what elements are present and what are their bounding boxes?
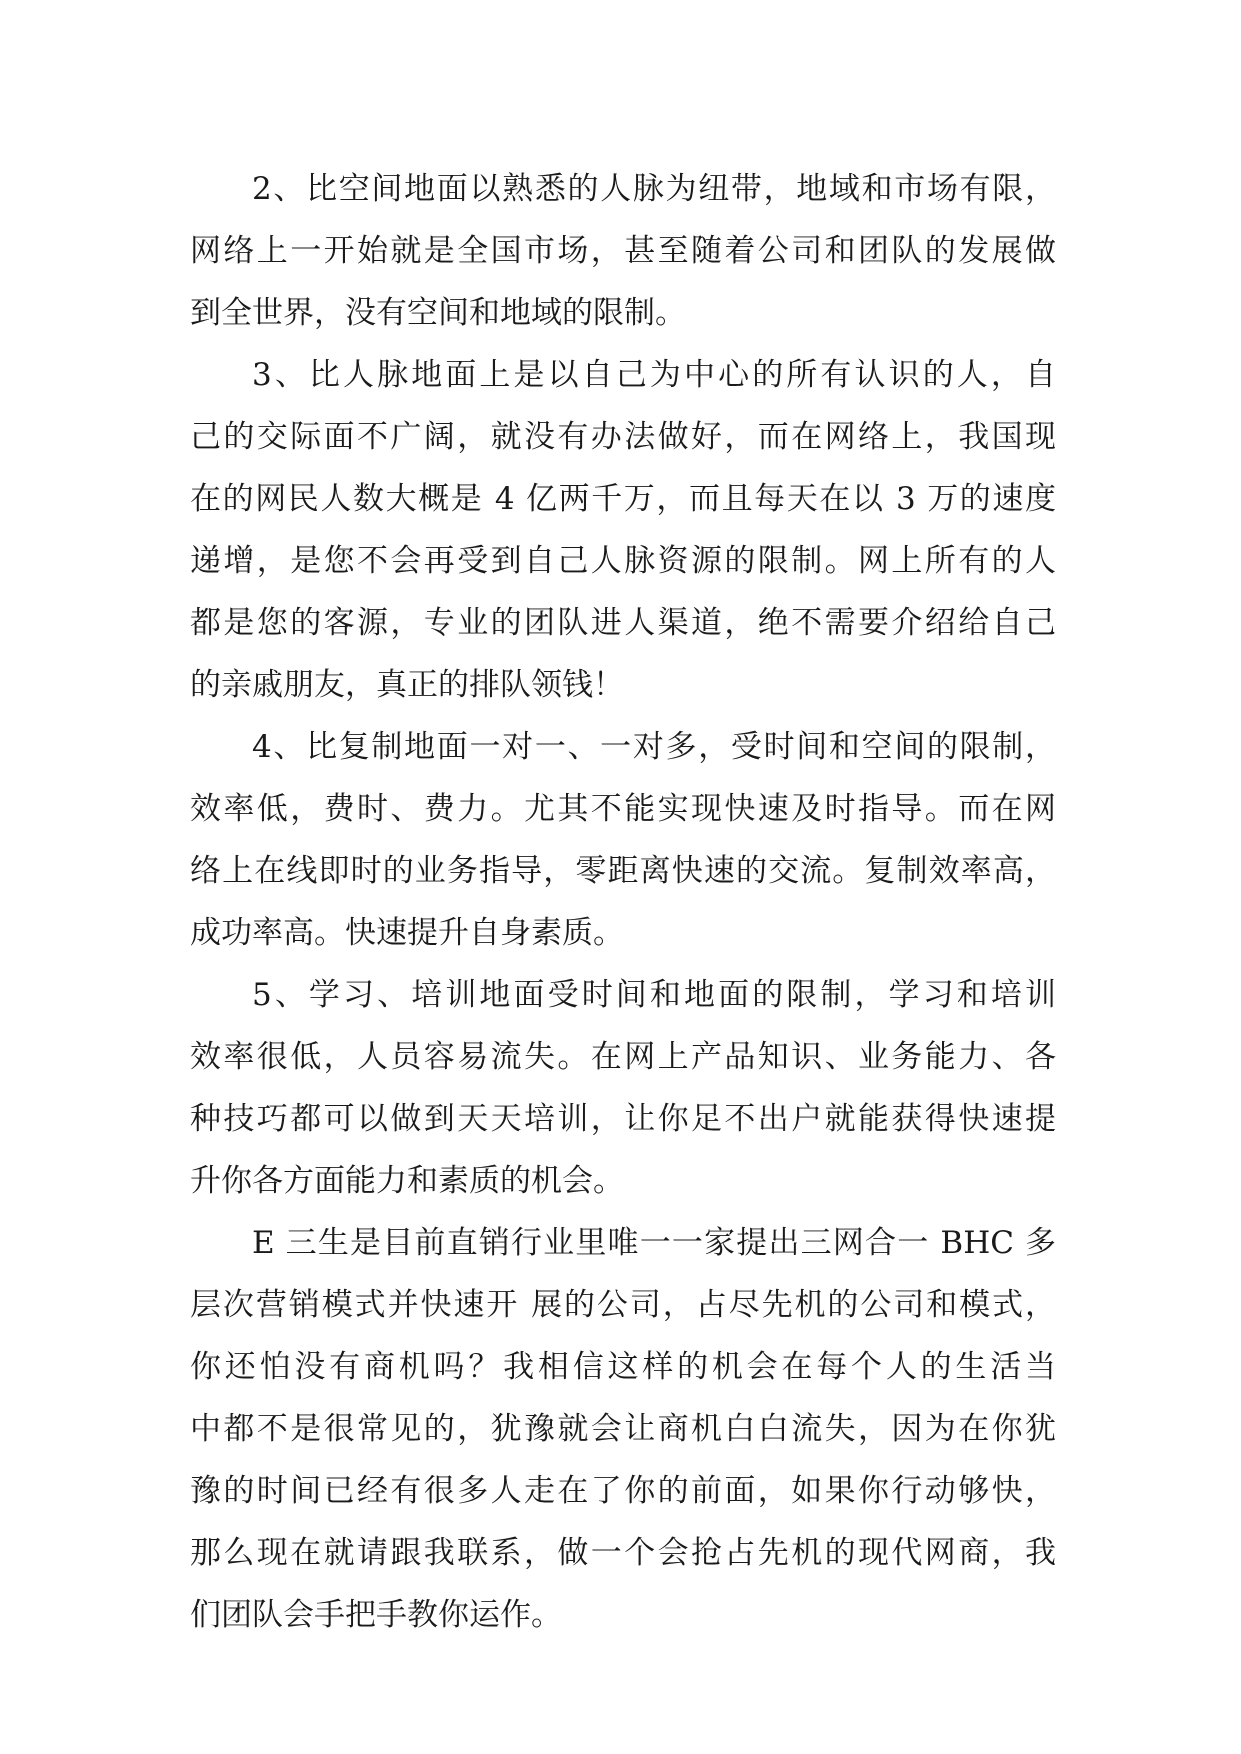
paragraph-training-advantage [190, 964, 1056, 1212]
text-line: 豫的时间已经有很多人走在了你的前面，如果你行动够快， [190, 1473, 1056, 1509]
text-line: 效率低，费时、费力。尤其不能实现快速及时指导。而在网 [190, 791, 1056, 827]
text-line: 那么现在就请跟我联系，做一个会抢占先机的现代网商，我 [190, 1535, 1056, 1571]
text-line: 成功率高。快速提升自身素质。 [190, 915, 624, 951]
text-line: 5、学习、培训地面受时间和地面的限制，学习和培训 [252, 977, 1056, 1013]
text-line: 种技巧都可以做到天天培训，让你足不出户就能获得快速提 [190, 1101, 1056, 1137]
text-line: 们团队会手把手教你运作。 [190, 1597, 562, 1633]
text-line: 2、比空间地面以熟悉的人脉为纽带，地域和市场有限， [252, 171, 1056, 207]
text-line: 络上在线即时的业务指导，零距离快速的交流。复制效率高， [190, 853, 1056, 889]
text-line: 效率很低，人员容易流失。在网上产品知识、业务能力、各 [190, 1039, 1056, 1075]
paragraph-conclusion [190, 1212, 1056, 1646]
text-line: 在的网民人数大概是 4 亿两千万，而且每天在以 3 万的速度 [190, 481, 1056, 517]
paragraph-replication-advantage [190, 716, 1056, 964]
text-line: 中都不是很常见的，犹豫就会让商机白白流失，因为在你犹 [190, 1411, 1056, 1447]
text-line: E 三生是目前直销行业里唯一一家提出三网合一 BHC 多 [252, 1225, 1056, 1261]
text-line: 3、比人脉地面上是以自己为中心的所有认识的人，自 [252, 357, 1056, 393]
text-line: 4、比复制地面一对一、一对多，受时间和空间的限制， [252, 729, 1056, 765]
document-body [190, 158, 1056, 1646]
paragraph-space-advantage [190, 158, 1056, 344]
text-line: 都是您的客源，专业的团队进人渠道，绝不需要介绍给自己 [190, 605, 1056, 641]
text-line: 己的交际面不广阔，就没有办法做好，而在网络上，我国现 [190, 419, 1056, 455]
text-line: 的亲戚朋友，真正的排队领钱！ [190, 667, 624, 703]
paragraph-network-advantage [190, 344, 1056, 716]
text-line: 升你各方面能力和素质的机会。 [190, 1163, 624, 1199]
text-line: 网络上一开始就是全国市场，甚至随着公司和团队的发展做 [190, 233, 1056, 269]
text-line: 到全世界，没有空间和地域的限制。 [190, 295, 686, 331]
text-line: 你还怕没有商机吗？我相信这样的机会在每个人的生活当 [190, 1349, 1056, 1385]
text-line: 递增，是您不会再受到自己人脉资源的限制。网上所有的人 [190, 543, 1056, 579]
text-line: 层次营销模式并快速开 展的公司，占尽先机的公司和模式， [190, 1287, 1056, 1323]
